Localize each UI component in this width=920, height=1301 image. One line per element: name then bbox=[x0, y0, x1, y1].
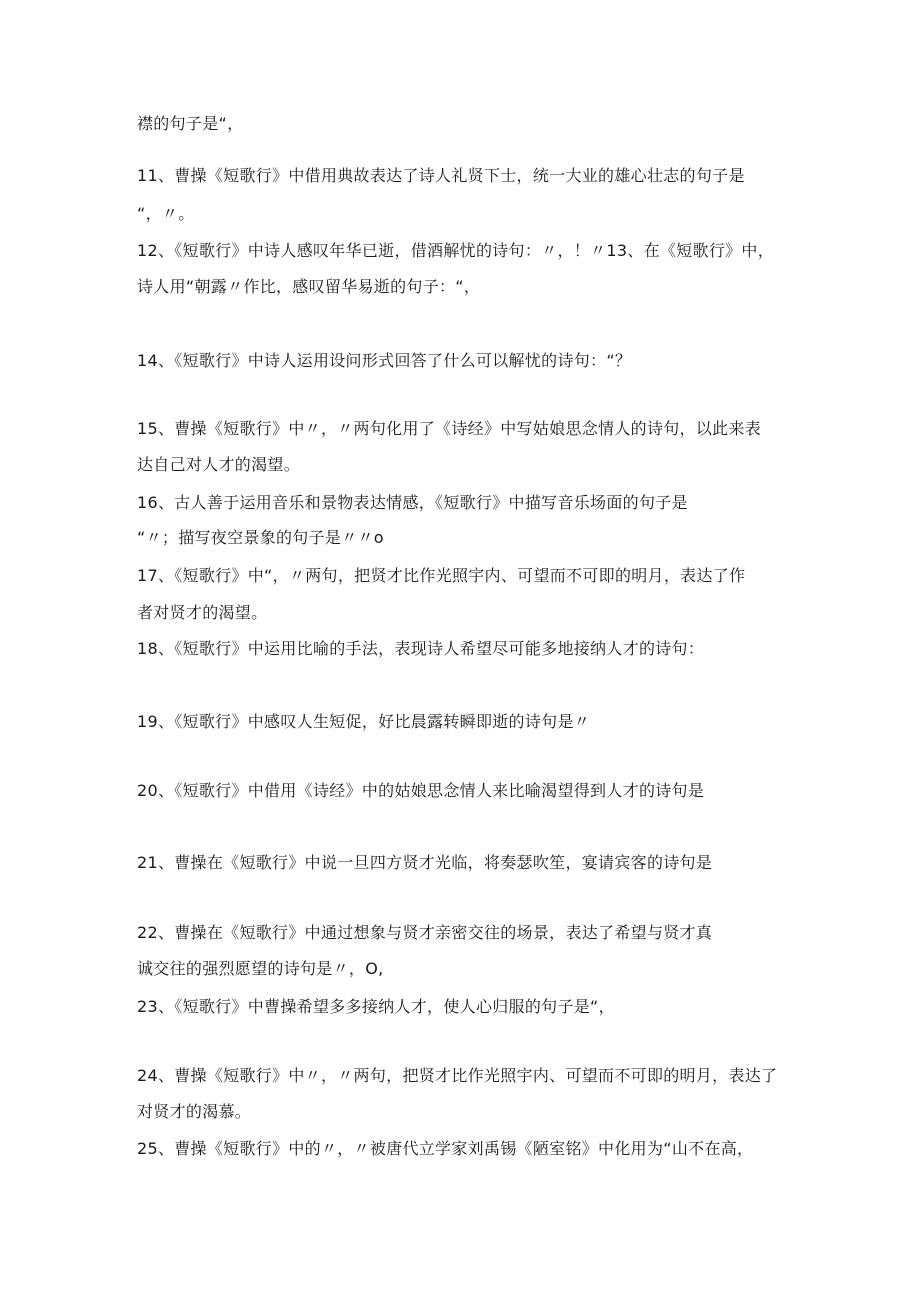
text-line: “，〃。 bbox=[137, 204, 195, 223]
text-line: “〃；描写夜空景象的句子是〃〃o bbox=[137, 528, 384, 547]
question-24: 24、曹操《短歌行》中〃，〃两句，把贤才比作光照宇内、可望而不可即的明月，表达了 bbox=[137, 1066, 778, 1085]
question-22: 22、曹操在《短歌行》中通过想象与贤才亲密交往的场景，表达了希望与贤才真 bbox=[137, 923, 713, 942]
text-line: 对贤才的渴慕。 bbox=[137, 1102, 252, 1121]
text-line: 襟的句子是“， bbox=[137, 114, 244, 133]
question-21: 21、曹操在《短歌行》中说一旦四方贤才光临，将奏瑟吹笙，宴请宾客的诗句是 bbox=[137, 853, 713, 872]
question-18: 18、《短歌行》中运用比喻的手法，表现诗人希望尽可能多地接纳人才的诗句： bbox=[137, 639, 705, 658]
question-14: 14、《短歌行》中诗人运用设问形式回答了什么可以解忧的诗句：“？ bbox=[137, 351, 632, 370]
question-23: 23、《短歌行》中曹操希望多多接纳人才，使人心归服的句子是“， bbox=[137, 997, 615, 1016]
text-line: 诚交往的强烈愿望的诗句是〃，O, bbox=[137, 959, 384, 978]
question-17: 17、《短歌行》中“，〃两句，把贤才比作光照宇内、可望而不可即的明月，表达了作 bbox=[137, 566, 746, 585]
question-19: 19、《短歌行》中感叹人生短促，好比晨露转瞬即逝的诗句是〃 bbox=[137, 712, 591, 731]
question-25: 25、曹操《短歌行》中的〃，〃被唐代立学家刘禹锡《陋室铭》中化用为“山不在高， bbox=[137, 1139, 754, 1158]
question-15: 15、曹操《短歌行》中〃，〃两句化用了《诗经》中写姑娘思念情人的诗句，以此来表 bbox=[137, 419, 762, 438]
text-line: 诗人用“朝露〃作比，感叹留华易逝的句子：“， bbox=[137, 277, 481, 296]
question-12-13: 12、《短歌行》中诗人感叹年华已逝，借酒解忧的诗句：〃，！〃13、在《短歌行》中， bbox=[137, 241, 775, 260]
question-16: 16、古人善于运用音乐和景物表达情感，《短歌行》中描写音乐场面的句子是 bbox=[137, 493, 688, 512]
text-line: 达自己对人才的渴望。 bbox=[137, 455, 301, 474]
text-line: 者对贤才的渴望。 bbox=[137, 603, 268, 622]
question-11: 11、曹操《短歌行》中借用典故表达了诗人礼贤下士，统一大业的雄心壮志的句子是 bbox=[137, 166, 745, 185]
question-20: 20、《短歌行》中借用《诗经》中的姑娘思念情人来比喻渴望得到人才的诗句是 bbox=[137, 781, 705, 800]
